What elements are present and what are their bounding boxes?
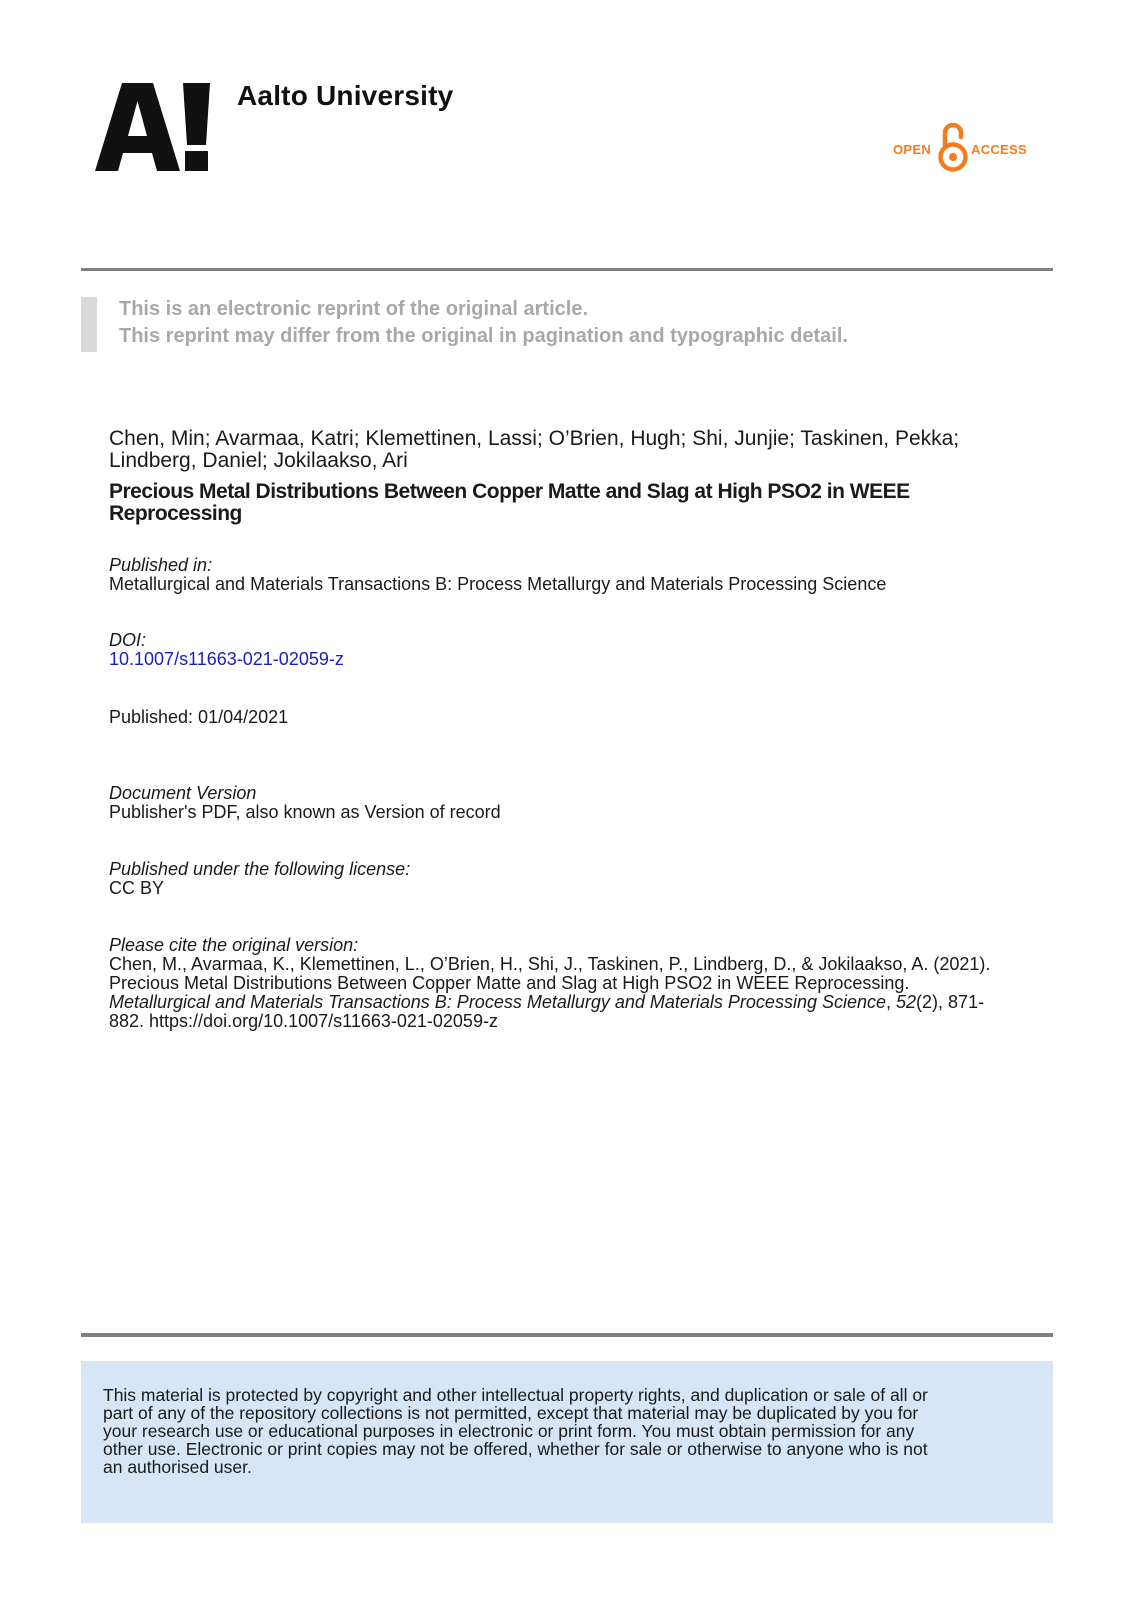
reprint-notice-bar	[81, 297, 97, 352]
published-in-label: Published in:	[109, 555, 213, 575]
author-list	[109, 428, 1049, 472]
open-lock-icon	[938, 121, 968, 173]
citation-line: 882. https://doi.org/10.1007/s11663-021-02059-z	[109, 1011, 498, 1031]
bottom-divider	[81, 1333, 1053, 1337]
open-access-open-label: OPEN	[893, 142, 932, 157]
document-version-value: Publisher's PDF, also known as Version of record	[109, 802, 501, 822]
citation-pages: (2), 871-	[916, 992, 985, 1012]
copyright-line: other use. Electronic or print copies may not be offered, whether for sale or otherwise to anyone who is not	[103, 1439, 928, 1459]
doi-section	[109, 631, 344, 669]
reprint-notice	[119, 296, 848, 350]
reprint-notice-line: This is an electronic reprint of the original article.	[119, 298, 588, 320]
aalto-logo-wordmark: Aalto University	[237, 80, 454, 111]
open-access-access-label: ACCESS	[971, 142, 1027, 157]
copyright-line: part of any of the repository collections is not permitted, except that material may be duplicated by you for	[103, 1403, 919, 1423]
title-line: Reprocessing	[109, 502, 242, 525]
author-line: Chen, Min; Avarmaa, Katri; Klemettinen, Lassi; O’Brien, Hugh; Shi, Junjie; Taskinen, Pekka;	[109, 427, 960, 450]
author-line: Lindberg, Daniel; Jokilaakso, Ari	[109, 449, 408, 472]
published-in-value: Metallurgical and Materials Transactions B: Process Metallurgy and Materials Processing Science	[109, 574, 887, 594]
citation-line	[109, 993, 1054, 1012]
citation-separator: ,	[886, 992, 897, 1012]
aalto-logo-mark	[95, 83, 210, 171]
doi-label: DOI:	[109, 630, 147, 650]
citation-volume: 52	[896, 992, 917, 1012]
license-value: CC BY	[109, 878, 165, 898]
license-section	[109, 860, 410, 898]
article-title	[109, 481, 989, 525]
document-version-section	[109, 784, 501, 822]
title-line: Precious Metal Distributions Between Copper Matte and Slag at High PSO2 in WEEE	[109, 480, 910, 503]
citation-line: Precious Metal Distributions Between Copper Matte and Slag at High PSO2 in WEEE Reprocessing.	[109, 973, 910, 993]
document-version-label: Document Version	[109, 783, 257, 803]
citation-journal: Metallurgical and Materials Transactions B: Process Metallurgy and Materials Processing Science	[109, 992, 886, 1012]
citation-section	[109, 936, 1054, 1031]
open-access-badge	[893, 121, 1028, 173]
top-divider	[81, 268, 1053, 271]
license-label: Published under the following license:	[109, 859, 411, 879]
citation-line: Chen, M., Avarmaa, K., Klemettinen, L., O’Brien, H., Shi, J., Taskinen, P., Lindberg, D., & Jokilaakso, A. (2021).	[109, 954, 991, 974]
copyright-line: an authorised user.	[103, 1457, 252, 1477]
citation-label: Please cite the original version:	[109, 935, 359, 955]
copyright-line: your research use or educational purposes in electronic or print form. You must obtain permission for any	[103, 1421, 915, 1441]
published-in-section	[109, 556, 886, 594]
copyright-notice	[103, 1386, 1023, 1476]
doi-link[interactable]: 10.1007/s11663-021-02059-z	[109, 649, 344, 669]
published-date: Published: 01/04/2021	[109, 707, 289, 727]
copyright-line: This material is protected by copyright and other intellectual property rights, and duplication or sale of all or	[103, 1385, 928, 1405]
reprint-notice-line: This reprint may differ from the original in pagination and typographic detail.	[119, 325, 848, 347]
